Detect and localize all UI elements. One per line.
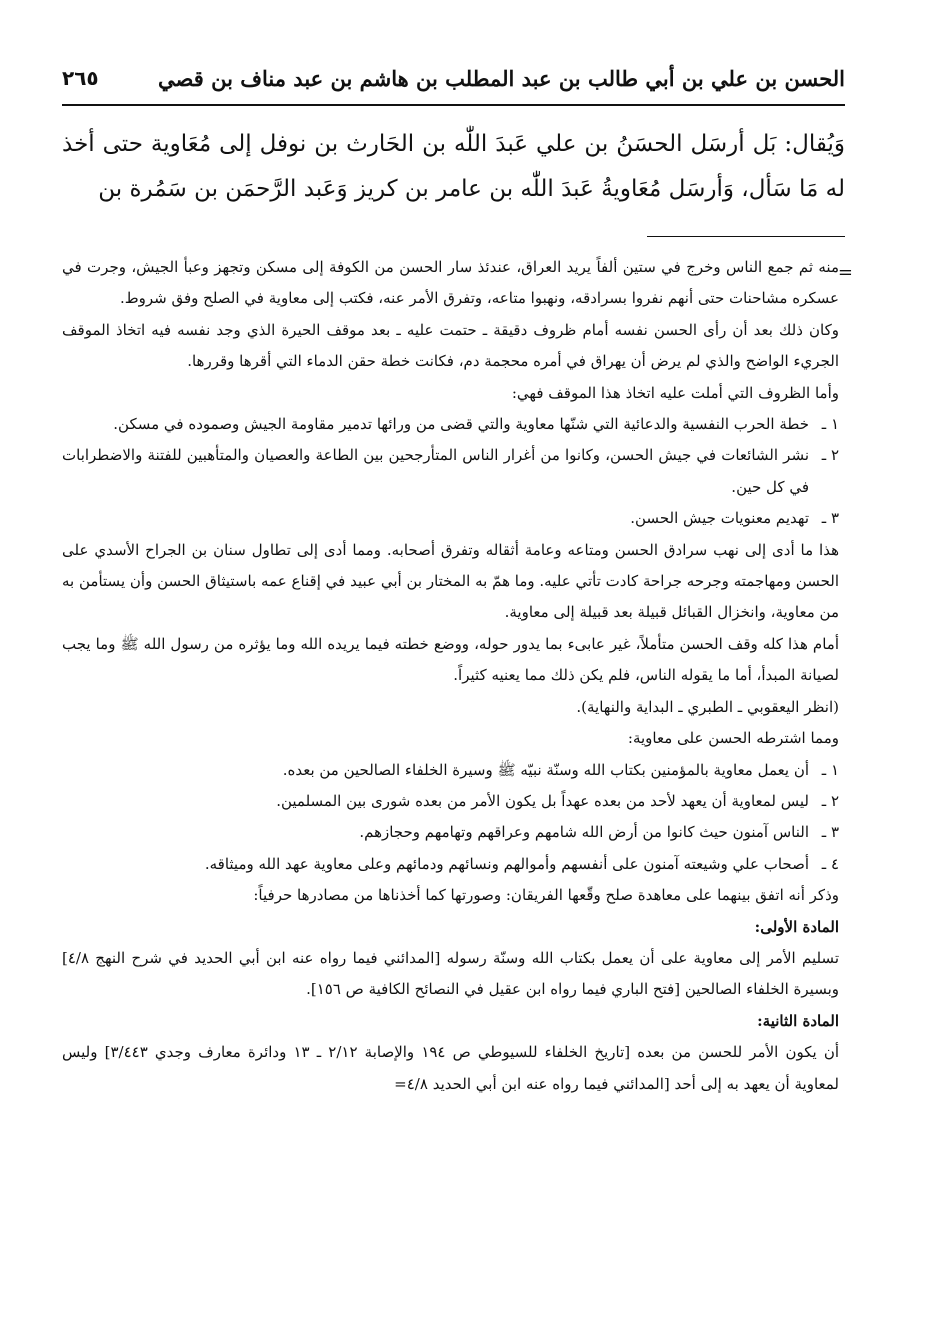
conditions-intro: ومما اشترطه الحسن على معاوية:: [627, 729, 839, 748]
condition-item: [62, 786, 839, 817]
main-paragraph: وَيُقال: بَل أرسَل الحسَنُ بن علي عَبدَ اللّٰه بن الحَارث بن نوفل إلى مُعَاوية حتى أخذ له مَا سَأل، وَأرسَل مُعَاويةُ عَبدَ اللّٰه بن عامر بن كريز وَعَبد الرَّحمَن بن سَمُرة بن: [62, 131, 845, 202]
item-number: ٢ ـ: [821, 446, 839, 465]
main-text: [62, 122, 845, 212]
item-number: ٣ ـ: [821, 823, 839, 842]
item-number: ١ ـ: [821, 760, 839, 779]
footnote-separator: [647, 236, 845, 237]
footnote-paragraph-1: منه ثم جمع الناس وخرج في ستين ألفاً يريد العراق، عندئذ سار الحسن من الكوفة إلى مسكن وتجهز وعبأ الجيش، وجرت في عسكره مشاحنات حتى أنهم نفروا بسرادقه، ونهبوا متاعه، وتفرق الأمر عنه، فكتب إلى معاوية في الصلح وفق شروط.: [62, 258, 839, 308]
footnotes: [62, 252, 839, 1100]
article-1-title: المادة الأولى:: [754, 917, 839, 936]
continuation-mark: =: [837, 262, 853, 283]
condition-item: [62, 817, 839, 848]
page-header: [62, 58, 845, 98]
circumstance-item: [62, 440, 839, 503]
item-text: أن يعمل معاوية بالمؤمنين بكتاب الله وسنّة نبيّه ﷺ وسيرة الخلفاء الصالحين من بعده.: [282, 760, 809, 779]
circumstance-item: [62, 503, 839, 534]
circumstances-intro: وأما الظروف التي أملت عليه اتخاذ هذا الموقف فهي:: [511, 383, 839, 402]
item-text: ليس لمعاوية أن يعهد لأحد من بعده عهداً بل يكون الأمر من بعده شورى بين المسلمين.: [276, 791, 809, 810]
sources-note: (انظر اليعقوبي ـ الطبري ـ البداية والنهاية).: [576, 697, 839, 716]
item-text: خطة الحرب النفسية والدعائية التي شنّها معاوية والتي قضى من ورائها تدمير مقاومة الجيش وصموده في مسكن.: [113, 415, 809, 434]
item-number: ١ ـ: [821, 415, 839, 434]
condition-item: [62, 755, 839, 786]
item-number: ٣ ـ: [821, 509, 839, 528]
running-title: الحسن بن علي بن أبي طالب بن عبد المطلب بن هاشم بن عبد مناف بن قصي: [158, 65, 845, 91]
footnote-paragraph-3: هذا ما أدى إلى نهب سرادق الحسن ومتاعه وعامة أثقاله وتفرق أصحابه. ومما أدى إلى تطاول سنان بن الجراح الأسدي على الحسن ومهاجمته وجرحه جراحة كادت تأتي عليه. وما همّ به المختار بن أبي عبيد في إقناع عمه باستيثاق الحسن وأن يستأمن به من معاوية، وانخزال القبائل قبيلة بعد قبيلة إلى معاوية.: [62, 540, 839, 622]
condition-item: [62, 849, 839, 880]
circumstance-item: [62, 409, 839, 440]
article-2-title: المادة الثانية:: [757, 1011, 839, 1030]
treaty-intro: وذكر أنه اتفق بينهما على معاهدة صلح وقّعها الفريقان: وصورتها كما أخذناها من مصادرها حرفياً:: [253, 886, 839, 905]
article-1-text: تسليم الأمر إلى معاوية على أن يعمل بكتاب الله وسنّة رسوله [المدائني فيما رواه عنه ابن أبي الحديد في شرح النهج ٤/٨] وبسيرة الخلفاء الصالحين [فتح الباري فيما رواه ابن عقيل في النصائح الكافية ص ١٥٦].: [62, 948, 839, 999]
footnote-paragraph-4: أمام هذا كله وقف الحسن متأملاً، غير عابىء بما يدور حوله، ووضع خطته فيما يريده الله وما يؤثره من رسول الله ﷺ وما يجب لصيانة المبدأ، أما ما يقوله الناس، فلم يكن ذلك مما يعنيه كثيراً.: [62, 634, 839, 685]
page-number: ٢٦٥: [62, 66, 99, 90]
item-text: نشر الشائعات في جيش الحسن، وكانوا من أغرار الناس المتأرجحين بين الطاعة والعصيان والمتأهبين للفتنة والاضطرابات في كل حين.: [62, 446, 809, 496]
item-text: الناس آمنون حيث كانوا من أرض الله شامهم وعراقهم وتهامهم وحجازهم.: [359, 823, 809, 842]
item-text: أصحاب علي وشيعته آمنون على أنفسهم وأموالهم ونسائهم ودمائهم وعلى معاوية عهد الله وميثاقه.: [204, 854, 809, 873]
header-rule: [62, 104, 845, 106]
item-number: ٤ ـ: [821, 854, 839, 873]
item-number: ٢ ـ: [821, 791, 839, 810]
article-2-text: أن يكون الأمر للحسن من بعده [تاريخ الخلفاء للسيوطي ص ١٩٤ والإصابة ٢/١٢ ـ ١٣ ودائرة معارف وجدي ٣/٤٤٣] وليس لمعاوية أن يعهد به إلى أحد [المدائني فيما رواه عنه ابن أبي الحديد ٤/٨=: [62, 1043, 840, 1093]
item-text: تهديم معنويات جيش الحسن.: [630, 509, 809, 528]
footnote-paragraph-2: وكان ذلك بعد أن رأى الحسن نفسه أمام ظروف دقيقة ـ حتمت عليه ـ بعد موقف الحيرة الذي وجد نفسه فيه اتخاذ الموقف الجريء الواضح والذي لم يرض أن يهراق في أمره محجمة دم، فكانت خطة حقن الدماء التي أقرها وقررها.: [62, 320, 839, 371]
